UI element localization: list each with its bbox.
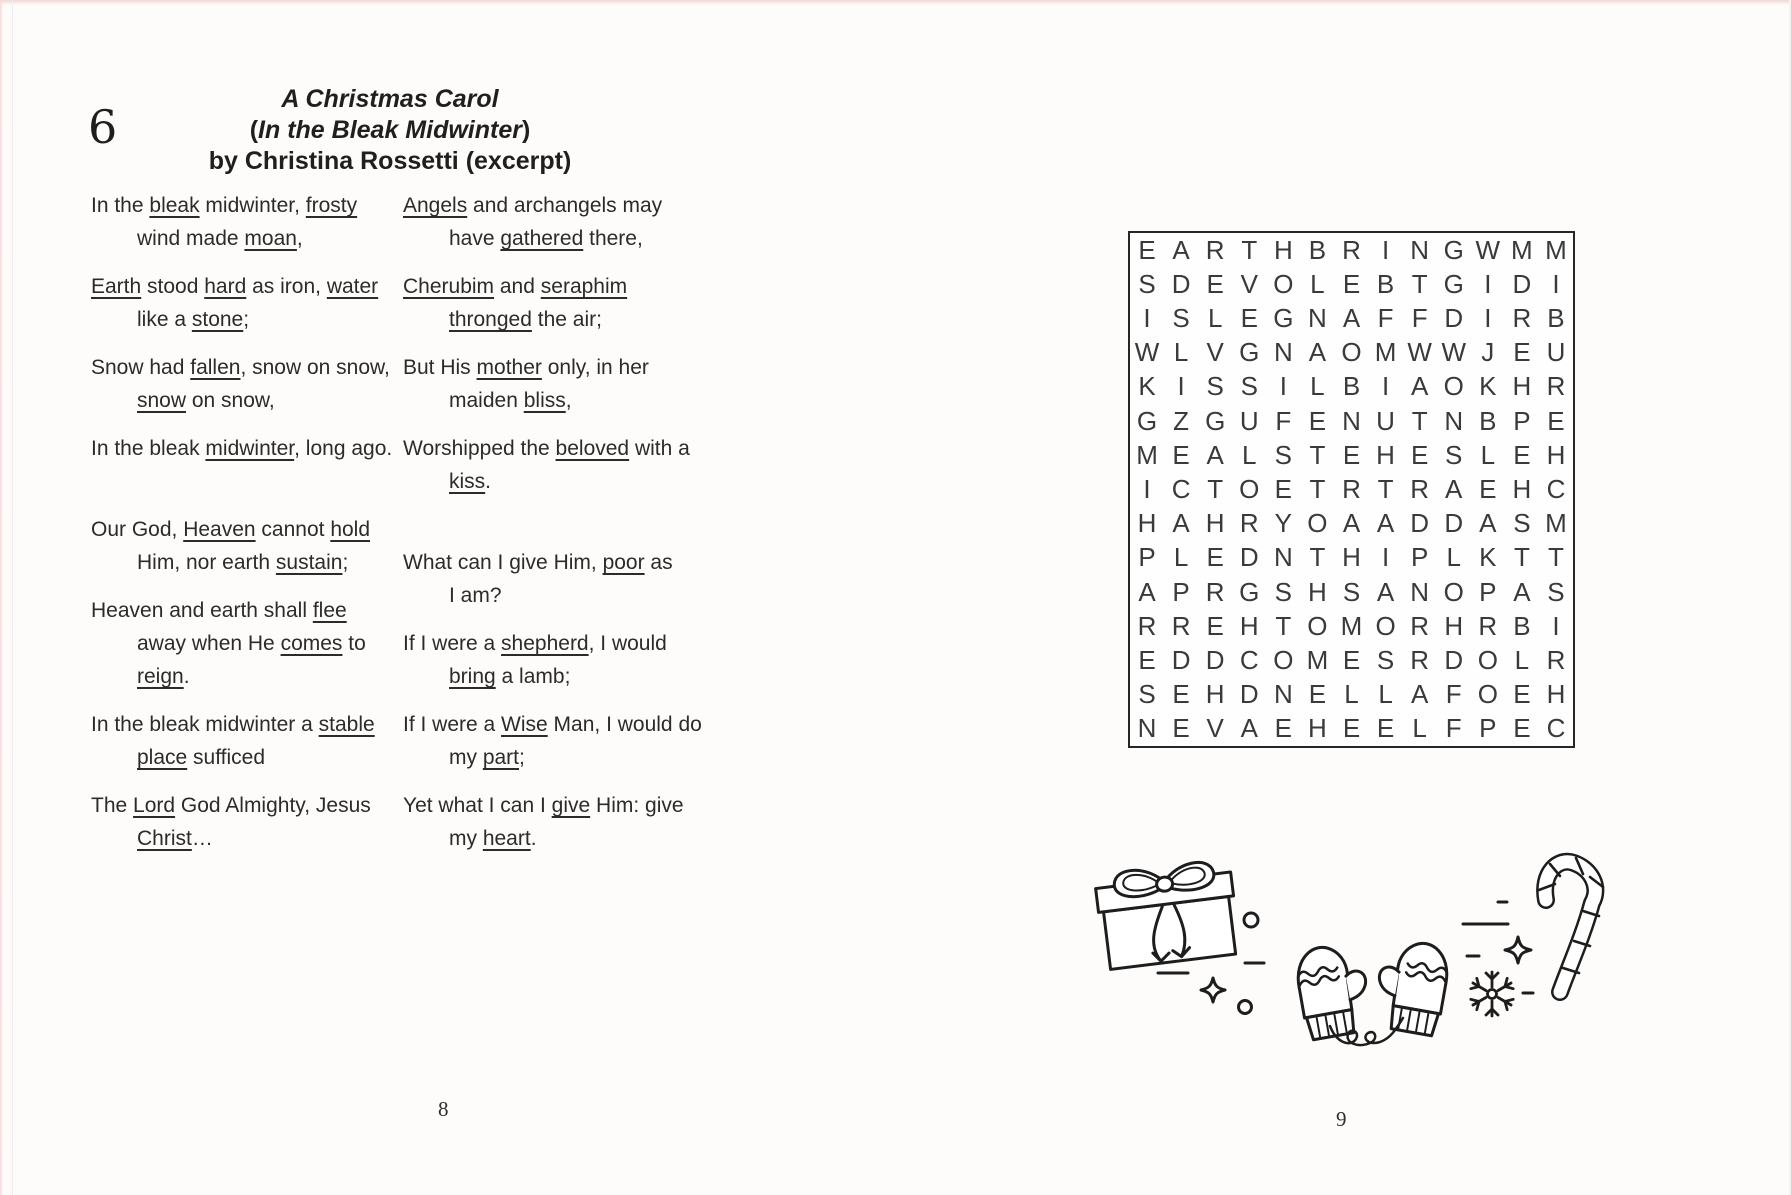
- word-search-letter: P: [1513, 405, 1531, 436]
- word-search-letter: D: [1444, 644, 1464, 675]
- mittens-icon: [1293, 937, 1452, 1045]
- poem-line: place sufficed: [137, 746, 266, 769]
- word-search-letter: A: [1445, 473, 1463, 504]
- poem-stanza: [403, 189, 703, 255]
- word-search-letter: T: [1309, 542, 1326, 573]
- word-search-letter: S: [1206, 371, 1224, 402]
- dot-icon: [1239, 1001, 1252, 1014]
- word-search-letter: L: [1412, 713, 1427, 744]
- word-search-letter: E: [1410, 439, 1429, 470]
- poem-line: In the bleak midwinter a stable: [91, 713, 375, 736]
- word-search-letter: R: [1410, 644, 1430, 675]
- word-search-letter: I: [1381, 234, 1390, 265]
- word-search-letter: D: [1171, 644, 1191, 675]
- word-search-letter: G: [1136, 405, 1158, 436]
- poem-stanza: [91, 432, 403, 465]
- poem-line: Him, nor earth sustain;: [137, 551, 349, 574]
- poem-stanza: [403, 351, 703, 417]
- word-search-letter: E: [1172, 713, 1190, 744]
- word-search-letter: R: [1137, 610, 1157, 641]
- poem-line: In the bleak midwinter, long ago.: [91, 437, 393, 460]
- poem-line: Snow had fallen, snow on snow,: [91, 356, 390, 379]
- poem-line: Yet what I can I give Him: give: [403, 794, 684, 817]
- word-search-letter: H: [1444, 610, 1464, 641]
- christmas-illustration: [1080, 840, 1640, 1070]
- poem-stanza: [403, 546, 703, 612]
- word-search-letter: E: [1240, 302, 1258, 333]
- word-search-letter: N: [1273, 337, 1293, 368]
- poem-stanza: [403, 270, 703, 336]
- poem-line: If I were a Wise Man, I would do: [403, 713, 702, 736]
- poem-line: Cherubim and seraphim: [403, 275, 628, 298]
- poem-stanza: [91, 270, 403, 336]
- poem-stanza: [91, 351, 403, 417]
- poem-stanza: [91, 189, 403, 255]
- poem-line: Christ…: [137, 827, 213, 850]
- word-search-grid: [1130, 233, 1573, 746]
- word-search-letter: A: [1342, 508, 1361, 539]
- word-search-letter: U: [1376, 405, 1395, 436]
- word-search-letter: E: [1138, 234, 1156, 265]
- poem-title-byline: by Christina Rossetti (excerpt): [208, 147, 572, 175]
- poem-stanza: [403, 789, 703, 855]
- word-search-letter: I: [1143, 302, 1151, 333]
- word-search-letter: G: [1443, 268, 1464, 299]
- word-search-letter: B: [1342, 371, 1361, 402]
- word-search-letter: P: [1479, 713, 1497, 744]
- word-search-letter: F: [1275, 405, 1292, 436]
- word-search-letter: M: [1511, 234, 1533, 265]
- word-search-letter: H: [1239, 610, 1259, 641]
- word-search-letter: F: [1411, 302, 1428, 333]
- poem-stanza: [403, 432, 703, 498]
- poem-verse: [91, 513, 403, 855]
- word-search-letter: G: [1205, 405, 1226, 436]
- poem-stanza: [403, 708, 703, 774]
- word-search-letter: I: [1484, 302, 1492, 333]
- word-search-letter: R: [1478, 610, 1498, 641]
- poem-title-line1: A Christmas Carol: [281, 85, 499, 113]
- word-search-letter: B: [1376, 268, 1395, 299]
- word-search-letter: K: [1479, 371, 1497, 402]
- word-search-letter: D: [1239, 542, 1259, 573]
- word-search-letter: O: [1443, 371, 1464, 402]
- word-search-letter: F: [1445, 679, 1462, 710]
- poem-stanza: [403, 627, 703, 693]
- word-search-letter: W: [1475, 234, 1501, 265]
- word-search-letter: H: [1376, 439, 1395, 470]
- poem-line: snow on snow,: [137, 389, 275, 412]
- word-search-letter: A: [1410, 371, 1429, 402]
- word-search-letter: L: [1480, 439, 1496, 470]
- poem-line: Angels and archangels may: [403, 194, 663, 217]
- poem-line: Heaven and earth shall flee: [91, 599, 347, 622]
- word-search-letter: D: [1205, 644, 1225, 675]
- poem-line: I am?: [449, 584, 502, 607]
- word-search-letter: A: [1342, 302, 1361, 333]
- word-search-letter: V: [1206, 713, 1224, 744]
- candy-cane-icon: [1539, 858, 1603, 992]
- word-search-letter: H: [1308, 713, 1327, 744]
- word-search-letter: S: [1240, 371, 1258, 402]
- word-search-letter: L: [1310, 371, 1325, 402]
- word-search-letter: L: [1173, 337, 1189, 368]
- word-search-letter: L: [1310, 268, 1325, 299]
- word-search-letter: I: [1552, 610, 1560, 641]
- word-search-letter: P: [1172, 576, 1190, 607]
- word-search-letter: S: [1138, 679, 1156, 710]
- word-search-letter: V: [1206, 337, 1224, 368]
- word-search-letter: T: [1411, 268, 1428, 299]
- word-search-letter: C: [1546, 713, 1566, 744]
- word-search-puzzle: [1128, 231, 1575, 748]
- word-search-letter: I: [1279, 371, 1287, 402]
- word-search-letter: S: [1172, 302, 1190, 333]
- word-search-letter: L: [1242, 439, 1257, 470]
- word-search-letter: A: [1479, 508, 1497, 539]
- poem-stanza: [91, 594, 403, 693]
- sparkle-icon: [1505, 937, 1531, 963]
- word-search-letter: T: [1548, 542, 1564, 573]
- page-edge-top: [0, 0, 1791, 5]
- word-search-letter: A: [1240, 713, 1258, 744]
- poem-line: thronged the air;: [449, 308, 602, 331]
- word-search-letter: L: [1173, 542, 1189, 573]
- word-search-letter: E: [1342, 713, 1361, 744]
- snowflake-icon: [1470, 972, 1514, 1016]
- word-search-letter: M: [1374, 337, 1397, 368]
- word-search-letter: C: [1171, 473, 1191, 504]
- word-search-letter: R: [1546, 371, 1566, 402]
- word-search-letter: T: [1411, 405, 1428, 436]
- word-search-letter: S: [1445, 439, 1463, 470]
- poem-line: bring a lamb;: [449, 665, 571, 688]
- word-search-letter: M: [1545, 234, 1567, 265]
- dot-icon: [1244, 913, 1258, 927]
- word-search-letter: E: [1206, 542, 1224, 573]
- word-search-letter: H: [1342, 542, 1361, 573]
- word-search-letter: E: [1342, 439, 1361, 470]
- word-search-letter: E: [1308, 405, 1327, 436]
- word-search-letter: S: [1274, 439, 1292, 470]
- word-search-letter: G: [1443, 234, 1464, 265]
- word-search-letter: T: [1309, 439, 1326, 470]
- word-search-letter: E: [1513, 713, 1531, 744]
- gift-box-icon: [1094, 858, 1241, 970]
- word-search-letter: V: [1240, 268, 1258, 299]
- word-search-letter: O: [1273, 644, 1294, 675]
- word-search-letter: D: [1239, 679, 1259, 710]
- poem-line: reign.: [137, 665, 190, 688]
- word-search-letter: A: [1376, 508, 1395, 539]
- word-search-letter: A: [1172, 234, 1190, 265]
- word-search-letter: N: [1273, 679, 1293, 710]
- word-search-letter: H: [1546, 679, 1566, 710]
- word-search-letter: G: [1239, 576, 1260, 607]
- word-search-letter: T: [1207, 473, 1224, 504]
- word-search-letter: O: [1307, 610, 1328, 641]
- word-search-letter: D: [1444, 508, 1464, 539]
- word-search-letter: F: [1377, 302, 1394, 333]
- poem-title: [88, 84, 692, 177]
- word-search-letter: O: [1375, 610, 1396, 641]
- word-search-letter: J: [1481, 337, 1495, 368]
- word-search-letter: E: [1138, 644, 1156, 675]
- word-search-letter: I: [1381, 371, 1390, 402]
- word-search-letter: E: [1513, 337, 1531, 368]
- word-search-letter: D: [1410, 508, 1430, 539]
- word-search-letter: H: [1512, 371, 1532, 402]
- word-search-letter: S: [1274, 576, 1292, 607]
- word-search-letter: U: [1546, 337, 1566, 368]
- word-search-letter: S: [1376, 644, 1395, 675]
- word-search-letter: R: [1205, 576, 1225, 607]
- word-search-letter: P: [1138, 542, 1156, 573]
- word-search-letter: L: [1344, 679, 1359, 710]
- poem-line: have gathered there,: [449, 227, 643, 250]
- poem-line: wind made moan,: [137, 227, 303, 250]
- word-search-letter: B: [1479, 405, 1497, 436]
- poem-stanza: [91, 708, 403, 774]
- word-search-letter: H: [1546, 439, 1566, 470]
- word-search-letter: E: [1342, 644, 1361, 675]
- word-search-letter: W: [1407, 337, 1432, 368]
- word-search-letter: L: [1514, 644, 1530, 675]
- word-search-letter: E: [1172, 439, 1190, 470]
- word-search-letter: L: [1446, 542, 1461, 573]
- word-search-letter: N: [1410, 234, 1430, 265]
- word-search-letter: O: [1477, 644, 1498, 675]
- word-search-letter: P: [1410, 542, 1429, 573]
- poem-line: Our God, Heaven cannot hold: [91, 518, 371, 541]
- word-search-letter: E: [1206, 610, 1224, 641]
- word-search-letter: G: [1239, 337, 1260, 368]
- poem-line: kiss.: [449, 470, 492, 493]
- word-search-letter: B: [1513, 610, 1531, 641]
- word-search-letter: R: [1239, 508, 1259, 539]
- poem-stanza: [91, 789, 403, 855]
- word-search-letter: D: [1171, 268, 1191, 299]
- word-search-letter: I: [1143, 473, 1151, 504]
- word-search-letter: I: [1552, 268, 1560, 299]
- word-search-letter: E: [1342, 268, 1361, 299]
- word-search-letter: T: [1309, 473, 1326, 504]
- word-search-letter: T: [1377, 473, 1394, 504]
- word-search-letter: R: [1171, 610, 1191, 641]
- poem-verse: [403, 189, 703, 498]
- word-search-letter: P: [1479, 576, 1497, 607]
- poem-column-left: [91, 189, 403, 870]
- word-search-letter: N: [1308, 302, 1327, 333]
- poem-line: my heart.: [449, 827, 537, 850]
- word-search-letter: L: [1207, 302, 1223, 333]
- word-search-letter: H: [1205, 508, 1225, 539]
- poem-line: maiden bliss,: [449, 389, 572, 412]
- word-search-letter: A: [1172, 508, 1190, 539]
- word-search-letter: A: [1376, 576, 1395, 607]
- word-search-letter: E: [1274, 473, 1292, 504]
- word-search-letter: E: [1376, 713, 1395, 744]
- sparkle-icon: [1201, 978, 1225, 1002]
- poem-line: away when He comes to: [137, 632, 366, 655]
- word-search-letter: S: [1342, 576, 1361, 607]
- word-search-letter: N: [1410, 576, 1430, 607]
- poem-line: my part;: [449, 746, 525, 769]
- word-search-letter: H: [1137, 508, 1157, 539]
- word-search-letter: F: [1445, 713, 1462, 744]
- word-search-letter: W: [1134, 337, 1160, 368]
- word-search-letter: R: [1342, 234, 1361, 265]
- poem-line: Earth stood hard as iron, water: [91, 275, 379, 298]
- word-search-letter: R: [1512, 302, 1532, 333]
- poem-line: Worshipped the beloved with a: [403, 437, 690, 460]
- poem-verse: [403, 546, 703, 855]
- word-search-letter: Y: [1274, 508, 1292, 539]
- word-search-letter: K: [1479, 542, 1497, 573]
- word-search-letter: A: [1138, 576, 1156, 607]
- word-search-letter: K: [1138, 371, 1156, 402]
- word-search-letter: I: [1177, 371, 1185, 402]
- word-search-letter: H: [1308, 576, 1327, 607]
- poem-title-line2: (In the Bleak Midwinter): [249, 116, 531, 144]
- word-search-letter: C: [1546, 473, 1566, 504]
- word-search-letter: E: [1479, 473, 1497, 504]
- poem-line: like a stone;: [137, 308, 250, 331]
- word-search-letter: R: [1410, 473, 1430, 504]
- word-search-letter: R: [1546, 644, 1566, 675]
- word-search-letter: E: [1206, 268, 1224, 299]
- word-search-letter: R: [1342, 473, 1361, 504]
- word-search-letter: M: [1306, 644, 1329, 675]
- word-search-letter: T: [1275, 610, 1292, 641]
- word-search-letter: T: [1513, 542, 1530, 573]
- word-search-letter: B: [1308, 234, 1327, 265]
- book-spine-line: [12, 0, 13, 1195]
- word-search-letter: O: [1273, 268, 1294, 299]
- word-search-letter: Z: [1173, 405, 1190, 436]
- word-search-letter: O: [1341, 337, 1362, 368]
- word-search-letter: T: [1241, 234, 1258, 265]
- word-search-letter: I: [1381, 542, 1390, 573]
- word-search-letter: A: [1513, 576, 1531, 607]
- word-search-letter: R: [1410, 610, 1430, 641]
- poem-line: If I were a shepherd, I would: [403, 632, 667, 655]
- word-search-letter: D: [1512, 268, 1532, 299]
- word-search-letter: S: [1138, 268, 1156, 299]
- poem-line: In the bleak midwinter, frosty: [91, 194, 358, 217]
- word-search-letter: E: [1172, 679, 1190, 710]
- word-search-letter: M: [1340, 610, 1363, 641]
- word-search-letter: O: [1307, 508, 1328, 539]
- word-search-letter: N: [1273, 542, 1293, 573]
- page-number-right: 9: [1336, 1107, 1347, 1131]
- poem-line: The Lord God Almighty, Jesus: [91, 794, 371, 817]
- word-search-letter: L: [1378, 679, 1393, 710]
- word-search-letter: A: [1206, 439, 1224, 470]
- word-search-letter: B: [1547, 302, 1565, 333]
- word-search-letter: C: [1239, 644, 1259, 675]
- page-edge-left: [0, 0, 3, 1195]
- word-search-letter: M: [1545, 508, 1567, 539]
- poem-verse: [91, 189, 403, 465]
- puzzle-number: 6: [88, 100, 118, 154]
- word-search-letter: M: [1136, 439, 1158, 470]
- word-search-letter: O: [1443, 576, 1464, 607]
- poem-line: What can I give Him, poor as: [403, 551, 673, 574]
- word-search-letter: E: [1547, 405, 1565, 436]
- word-search-letter: A: [1410, 679, 1429, 710]
- word-search-letter: E: [1513, 439, 1531, 470]
- word-search-letter: O: [1477, 679, 1498, 710]
- page-number-left: 8: [438, 1097, 449, 1121]
- word-search-letter: S: [1547, 576, 1565, 607]
- word-search-letter: G: [1273, 302, 1294, 333]
- word-search-letter: H: [1512, 473, 1532, 504]
- word-search-letter: H: [1205, 679, 1225, 710]
- word-search-letter: E: [1308, 679, 1327, 710]
- word-search-letter: A: [1308, 337, 1327, 368]
- word-search-letter: H: [1273, 234, 1293, 265]
- word-search-letter: U: [1239, 405, 1259, 436]
- word-search-letter: R: [1205, 234, 1225, 265]
- word-search-letter: N: [1444, 405, 1464, 436]
- poem-stanza: [91, 513, 403, 579]
- word-search-letter: N: [1342, 405, 1361, 436]
- word-search-letter: S: [1513, 508, 1531, 539]
- word-search-letter: N: [1137, 713, 1157, 744]
- poem-column-right: [403, 189, 703, 870]
- word-search-letter: I: [1484, 268, 1492, 299]
- word-search-letter: W: [1441, 337, 1466, 368]
- word-search-letter: O: [1239, 473, 1260, 504]
- word-search-letter: E: [1274, 713, 1292, 744]
- poem-line: But His mother only, in her: [403, 356, 649, 379]
- word-search-letter: D: [1444, 302, 1464, 333]
- word-search-letter: E: [1513, 679, 1531, 710]
